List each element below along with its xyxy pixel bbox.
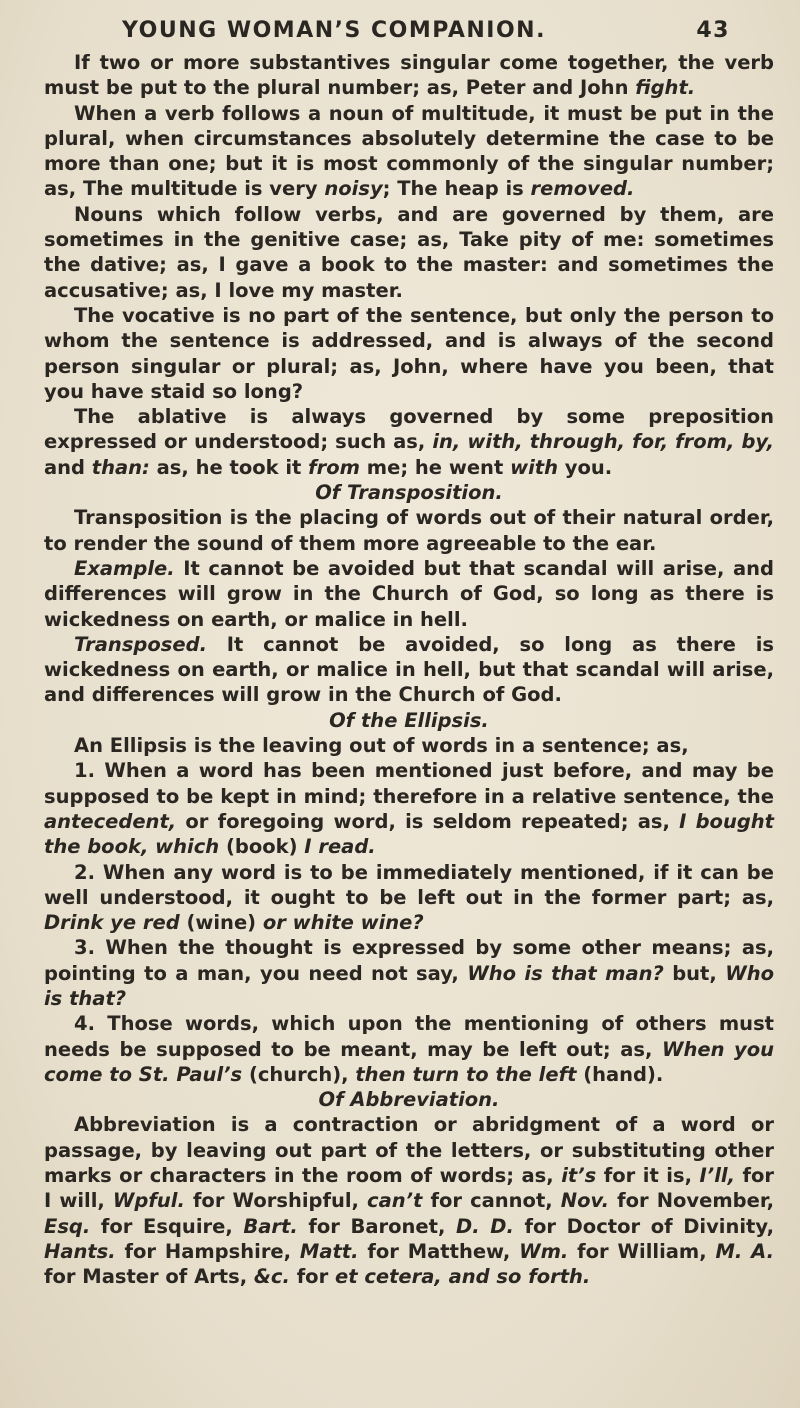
- paragraph: [44, 556, 774, 632]
- text-run: for William,: [568, 1239, 716, 1263]
- text-run: Abbreviation is a contraction or abridgment of a word or passage, by leaving out part of the letters, or substituting other marks or characters in the room of words; as,: [44, 1113, 774, 1188]
- paragraph: [44, 935, 774, 1011]
- text-run: 2. When any word is to be immediately mentioned, if it can be well understood, it ought to be left out in the former part; as,: [44, 860, 774, 909]
- italic-run: &c.: [253, 1265, 290, 1289]
- running-head: [44, 10, 774, 50]
- italic-run: Who is that?: [44, 961, 774, 1010]
- text-run: An Ellipsis is the leaving out of words in a sentence; as,: [74, 734, 689, 758]
- italic-run: then turn to the left: [355, 1062, 577, 1086]
- text-run: and: [44, 455, 92, 479]
- text-run: or foregoing word, is seldom repeated; as,: [176, 809, 680, 833]
- italic-run: D. D.: [456, 1214, 514, 1238]
- text-run: (wine): [179, 911, 263, 935]
- italic-run: Wm.: [519, 1239, 569, 1263]
- text-run: me; he went: [360, 455, 511, 479]
- italic-run: or white wine?: [262, 911, 424, 935]
- text-run: Transposition is the placing of words out of their natural order, to render the sound of them more agreeable to the ear.: [44, 506, 774, 555]
- italic-run: Hants.: [44, 1239, 116, 1263]
- paragraph: [44, 632, 774, 708]
- italic-run: Bart.: [243, 1214, 298, 1238]
- italic-run: fight.: [635, 76, 696, 100]
- italic-run: Example.: [74, 556, 175, 580]
- italic-run: it’s: [561, 1164, 597, 1188]
- section-heading: Of Abbreviation.: [318, 1088, 500, 1112]
- text-run: for Esquire,: [90, 1214, 244, 1238]
- running-title: YOUNG WOMAN’S COMPANION.: [122, 18, 546, 43]
- text-run: for Worshipful,: [184, 1189, 368, 1213]
- text-run: for it is,: [596, 1164, 700, 1188]
- italic-run: noisy: [324, 177, 383, 201]
- text-run: 3. When the thought is expressed by some other means; as, pointing to a man, you need not say,: [44, 936, 774, 985]
- paragraph: [44, 404, 774, 480]
- text-run: for Doctor of Divinity,: [513, 1214, 774, 1238]
- italic-run: removed.: [530, 177, 635, 201]
- text-run: 1. When a word has been mentioned just before, and may be supposed to be kept in mind; therefore in a relative sentence, the: [44, 759, 774, 808]
- paragraph: [44, 758, 774, 859]
- paragraph: [44, 505, 774, 556]
- text-run: for November,: [609, 1189, 775, 1213]
- italic-run: et cetera, and so forth.: [334, 1265, 591, 1289]
- italic-run: I bought the book, which: [44, 809, 774, 859]
- text-run: The ablative is always governed by some preposition expressed or understood; such as,: [44, 405, 774, 454]
- text-run: as, he took it: [149, 455, 309, 479]
- text-run: ; The heap is: [382, 177, 531, 201]
- text-run: for Master of Arts,: [44, 1265, 254, 1289]
- italic-run: I read.: [304, 835, 376, 859]
- italic-run: in, with, through, for, from, by,: [432, 430, 775, 454]
- text-run: but,: [663, 961, 726, 985]
- italic-run: than:: [91, 455, 150, 479]
- text-run: for cannot,: [422, 1189, 561, 1213]
- paragraph: [44, 860, 774, 936]
- text-run: When a verb follows a noun of multitude, it must be put in the plural, when circumstances absolutely determine the case to be more than one; but it is most commonly of the singular number; as, The multitude is very: [44, 101, 774, 201]
- italic-run: Drink ye red: [44, 911, 180, 935]
- paragraph: [44, 1112, 774, 1289]
- paragraph: [44, 202, 774, 303]
- text-run: for Matthew,: [358, 1239, 520, 1263]
- text-run: If two or more substantives singular come together, the verb must be put to the plural number; as, Peter and John: [44, 51, 774, 100]
- text-run: (book): [219, 835, 305, 859]
- paragraph: [44, 101, 774, 202]
- text-run: for Hampshire,: [115, 1239, 300, 1263]
- italic-run: Nov.: [560, 1189, 610, 1213]
- paragraph: [44, 50, 774, 101]
- text-run: The vocative is no part of the sentence, but only the person to whom the sentence is addressed, and is always of the second person singular or plural; as, John, where have you been, that you have staid so long?: [44, 303, 774, 403]
- italic-run: Wpful.: [112, 1189, 185, 1213]
- text-run: (hand).: [576, 1062, 664, 1086]
- italic-run: can’t: [367, 1189, 423, 1213]
- paragraph: [44, 733, 774, 758]
- italic-run: with: [510, 455, 558, 479]
- text-run: for: [289, 1265, 335, 1289]
- paragraph: [44, 1011, 774, 1087]
- paragraph: [44, 303, 774, 404]
- text-run: It cannot be avoided, so long as there is wickedness on earth, or malice in hell, but that scandal will arise, and differences will grow in the Church of God.: [44, 632, 774, 707]
- italic-run: When you come to St. Paul’s: [44, 1037, 774, 1086]
- section-heading: Of the Ellipsis.: [329, 708, 489, 732]
- italic-run: Matt.: [299, 1239, 359, 1263]
- italic-run: from: [308, 455, 360, 479]
- text-run: Nouns which follow verbs, and are governed by them, are sometimes in the genitive case; as, Take pity of me: sometimes the dative; as, I gave a book to the master: and sometimes the accusative; as, I love my master.: [44, 202, 774, 302]
- italic-run: I’ll,: [699, 1164, 735, 1188]
- italic-run: antecedent,: [44, 809, 177, 833]
- text-run: 4. Those words, which upon the mentioning of others must needs be supposed to be meant, may be left out; as,: [44, 1012, 774, 1061]
- text-run: for I will,: [44, 1164, 774, 1213]
- italic-run: Esq.: [44, 1214, 91, 1238]
- section-heading: Of Transposition.: [315, 481, 503, 505]
- italic-run: Who is that man?: [467, 961, 664, 985]
- text-run: It cannot be avoided but that scandal will arise, and differences will grow in the Church of God, so long as there is wickedness on earth, or malice in hell.: [44, 556, 774, 631]
- body-text: [44, 50, 774, 1290]
- italic-run: M. A.: [715, 1239, 775, 1263]
- text-run: you.: [557, 455, 613, 479]
- page-number: 43: [696, 18, 730, 43]
- italic-run: Transposed.: [74, 632, 207, 656]
- text-run: for Baronet,: [297, 1214, 457, 1238]
- text-run: (church),: [242, 1062, 356, 1086]
